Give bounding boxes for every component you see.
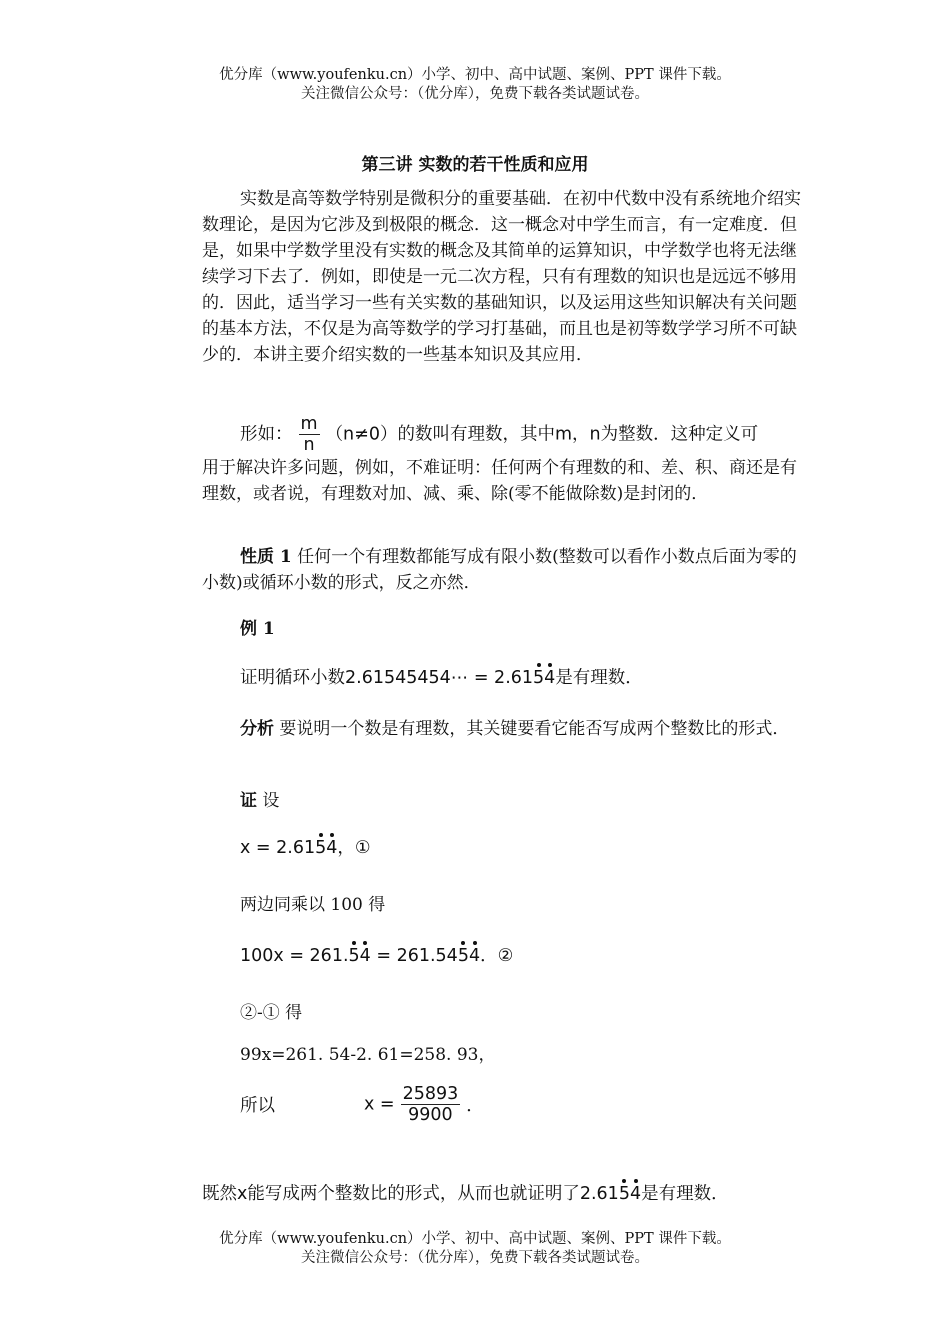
footer-line-2: 关注微信公众号：（优分库），免费下载各类试题试卷。	[301, 1250, 649, 1266]
fraction-m-over-n	[299, 414, 320, 455]
property-1-text: 任何一个有理数都能写成有限小数(整数可以看作小数点后面为零的小数)或循环小数的形式，反之亦然．	[202, 547, 797, 593]
example-1-statement-end: 是有理数．	[555, 668, 643, 688]
proof-label: 证	[240, 791, 257, 811]
property-1	[202, 544, 812, 596]
equation-1	[240, 834, 371, 859]
conclusion-repeating-digit-5: 5	[618, 1184, 630, 1204]
eq1-repeating-digit-5: 5	[315, 838, 327, 858]
eq2-repeating-digit-5a: 5	[348, 946, 360, 966]
result-denominator: 9900	[408, 1105, 453, 1125]
definition-continuation: 用于解决许多问题，例如，不难证明：任何两个有理数的和、差、积、商还是有理数，或者说，有理数对加、减、乘、除(零不能做除数)是封闭的．	[202, 458, 797, 504]
header-line-1: 优分库（www.youfenku.cn）小学、初中、高中试题、案例、PPT 课件下载。	[219, 67, 731, 83]
result-fraction	[401, 1084, 461, 1125]
definition-prefix: 形如：	[240, 424, 293, 445]
x-equals: x =	[364, 1094, 395, 1115]
footer-line-1: 优分库（www.youfenku.cn）小学、初中、高中试题、案例、PPT 课件下载。	[219, 1231, 731, 1247]
example-1-statement-start: 证明循环小数2.61545454⋯ = 2.61	[240, 668, 534, 688]
definition-condition: （n≠0）	[325, 424, 398, 445]
conclusion-start: 既然x能写成两个整数比的形式，从而也就证明了2.61	[202, 1184, 619, 1204]
equation-2	[240, 942, 513, 967]
eq2-repeating-digit-4b: 4	[468, 946, 481, 966]
lecture-title: 第三讲 实数的若干性质和应用	[361, 155, 589, 175]
definition-rest: 的数叫有理数，其中m，n为整数．这种定义可	[397, 424, 759, 445]
example-1-statement	[240, 664, 643, 689]
analysis-text: 要说明一个数是有理数，其关键要看它能否写成两个整数比的形式．	[274, 719, 790, 739]
fraction-numerator: m	[300, 414, 318, 434]
intro-paragraph: 实数是高等数学特别是微积分的重要基础．在初中代数中没有系统地介绍实数理论，是因为它涉及到极限的概念．这一概念对中学生而言，有一定难度．但是，如果中学数学里没有实数的概念及其简单的运算知识，中学数学也将无法继续学习下去了．例如，即使是一元二次方程，只有有理数的知识也是远远不够用的．因此，适当学习一些有关实数的基础知识，以及运用这些知识解决有关问题的基本方法，不仅是为高等数学的学习打基础，而且也是初等数学学习所不可缺少的．本讲主要介绍实数的一些基本知识及其应用．	[202, 189, 801, 365]
page-header	[0, 66, 950, 104]
conclusion-end: 是有理数．	[641, 1184, 729, 1204]
so-label: 所以	[240, 1096, 275, 1116]
conclusion-repeating-digit-4: 4	[629, 1184, 642, 1204]
equation-3: 99x=261. 54-2. 61=258. 93，	[240, 1045, 496, 1065]
multiply-step: 两边同乘以 100 得	[240, 895, 386, 915]
eq2-repeating-digit-5b: 5	[457, 946, 469, 966]
result-line	[240, 1084, 484, 1124]
header-line-2: 关注微信公众号：（优分库），免费下载各类试题试卷。	[301, 86, 649, 102]
equation-2-end: ．②	[480, 946, 514, 966]
property-1-label: 性质 1	[240, 547, 292, 567]
equation-1-start: x = 2.61	[240, 838, 316, 858]
equation-1-end: ，①	[337, 838, 371, 858]
repeating-digit-5: 5	[533, 668, 545, 688]
result-period: ．	[466, 1096, 484, 1116]
proof-intro	[240, 786, 279, 811]
definition-line	[240, 414, 758, 455]
repeating-digit-4: 4	[544, 668, 556, 688]
conclusion-line	[202, 1180, 729, 1205]
page-footer	[0, 1230, 950, 1268]
result-numerator: 25893	[402, 1084, 459, 1104]
equation-2-start: 100x = 261.	[240, 946, 349, 966]
subtract-step: ②-① 得	[240, 1003, 303, 1023]
fraction-denominator: n	[303, 435, 315, 455]
proof-intro-text: 设	[257, 791, 280, 811]
eq1-repeating-digit-4: 4	[326, 838, 338, 858]
example-1-label: 例 1	[240, 619, 275, 639]
analysis-paragraph	[202, 716, 812, 742]
analysis-label: 分析	[240, 719, 274, 739]
equation-2-middle: = 261.54	[370, 946, 458, 966]
eq2-repeating-digit-4a: 4	[359, 946, 371, 966]
